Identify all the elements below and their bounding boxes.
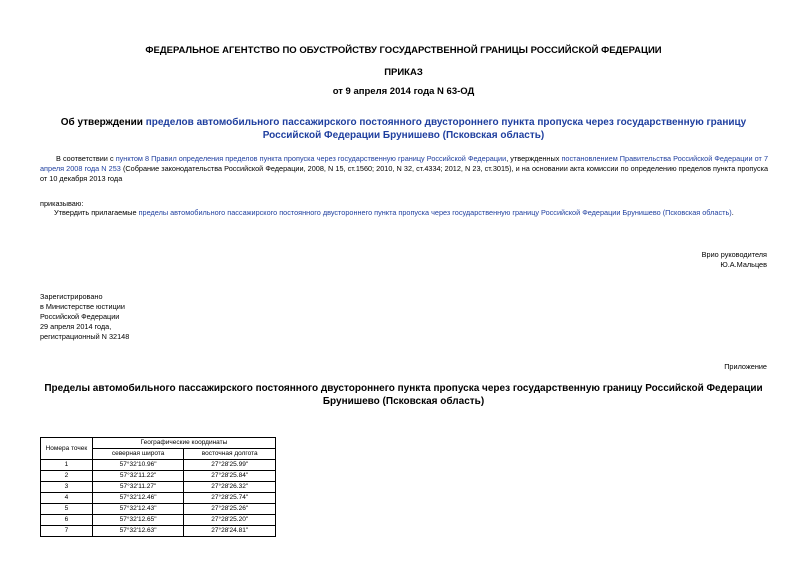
table-row bbox=[41, 471, 276, 482]
registration-line: Российской Федерации bbox=[40, 312, 120, 321]
longitude-cell: 27°28'24.81" bbox=[184, 526, 276, 537]
signature-block bbox=[702, 250, 767, 270]
latitude-cell: 57°32'12.46" bbox=[92, 493, 184, 504]
order-word: приказываю: bbox=[40, 199, 84, 208]
point-number: 4 bbox=[41, 493, 93, 504]
registration-line: в Министерстве юстиции bbox=[40, 302, 125, 311]
registration-line: 29 апреля 2014 года, bbox=[40, 322, 112, 331]
annex-link[interactable]: пределы автомобильного пассажирского постоянного двустороннего пункта пропуска через государственную границу Российской Федерации Брунишево (Псковская область) bbox=[138, 208, 732, 217]
order-text-1: Утвердить прилагаемые bbox=[54, 208, 139, 217]
document-date-number: от 9 апреля 2014 года N 63-ОД bbox=[332, 86, 475, 97]
header-points: Номера точек bbox=[41, 438, 93, 460]
latitude-cell: 57°32'11.22" bbox=[92, 471, 184, 482]
point-number: 6 bbox=[41, 515, 93, 526]
order-text-2: . bbox=[731, 208, 734, 217]
annex-label: Приложение bbox=[724, 362, 767, 371]
signatory-position: Врио руководителя bbox=[701, 250, 767, 259]
latitude-cell: 57°32'12.63" bbox=[92, 526, 184, 537]
longitude-cell: 27°28'25.26" bbox=[184, 504, 276, 515]
table-row bbox=[41, 526, 276, 537]
latitude-cell: 57°32'12.43" bbox=[92, 504, 184, 515]
preamble-text-1: В соответствии с bbox=[56, 154, 116, 163]
longitude-cell: 27°28'25.20" bbox=[184, 515, 276, 526]
header-longitude: восточная долгота bbox=[184, 449, 276, 460]
annex-title: Пределы автомобильного пассажирского постоянного двустороннего пункта пропуска через государственную границу Российской Федерации Брунишево (Псковская область) bbox=[44, 383, 763, 407]
point-number: 5 bbox=[41, 504, 93, 515]
longitude-cell: 27°28'25.84" bbox=[184, 471, 276, 482]
preamble-text-3: (Собрание законодательства Российской Федерации, 2008, N 15, ст.1560; 2010, N 32, ст.4334; 2012, N 23, ст.3015), и на основании акта комиссии по определению пределов пункта пропуска от 10 декабря 2013 года bbox=[40, 164, 769, 183]
latitude-cell: 57°32'12.65" bbox=[92, 515, 184, 526]
rules-link[interactable]: пунктом 8 Правил определения пределов пункта пропуска через государственную границу Российской Федерации bbox=[115, 154, 507, 163]
table-row bbox=[41, 515, 276, 526]
header-latitude: северная широта bbox=[92, 449, 184, 460]
point-number: 2 bbox=[41, 471, 93, 482]
title-link[interactable]: пределов автомобильного пассажирского постоянного двустороннего пункта пропуска через государственную границу Российской Федерации Брунишево (Псковская область) bbox=[145, 117, 747, 141]
decree-link[interactable]: постановлением Правительства Российской Федерации от 7 апреля 2008 года N 253 bbox=[40, 154, 769, 173]
longitude-cell: 27°28'26.32" bbox=[184, 482, 276, 493]
table-row bbox=[41, 460, 276, 471]
order-paragraph bbox=[54, 208, 782, 218]
latitude-cell: 57°32'11.27" bbox=[92, 482, 184, 493]
document-type: ПРИКАЗ bbox=[384, 67, 423, 78]
agency-name: ФЕДЕРАЛЬНОЕ АГЕНТСТВО ПО ОБУСТРОЙСТВУ ГОСУДАРСТВЕННОЙ ГРАНИЦЫ РОССИЙСКОЙ ФЕДЕРАЦИИ bbox=[145, 45, 662, 56]
longitude-cell: 27°28'25.99" bbox=[184, 460, 276, 471]
coordinates-table bbox=[40, 437, 276, 537]
registration-line: регистрационный N 32148 bbox=[40, 332, 130, 341]
point-number: 1 bbox=[41, 460, 93, 471]
point-number: 7 bbox=[41, 526, 93, 537]
preamble-paragraph bbox=[40, 154, 768, 184]
title-prefix: Об утверждении bbox=[60, 117, 146, 128]
latitude-cell: 57°32'10.96" bbox=[92, 460, 184, 471]
preamble-text-2: , утвержденных bbox=[506, 154, 562, 163]
table-row bbox=[41, 504, 276, 515]
registration-line: Зарегистрировано bbox=[40, 292, 103, 301]
document-title bbox=[40, 116, 767, 142]
header-coordinates: Географические координаты bbox=[92, 438, 275, 449]
registration-block bbox=[40, 292, 129, 342]
table-row bbox=[41, 482, 276, 493]
longitude-cell: 27°28'25.74" bbox=[184, 493, 276, 504]
signatory-name: Ю.А.Мальцев bbox=[720, 260, 767, 269]
point-number: 3 bbox=[41, 482, 93, 493]
table-row bbox=[41, 493, 276, 504]
